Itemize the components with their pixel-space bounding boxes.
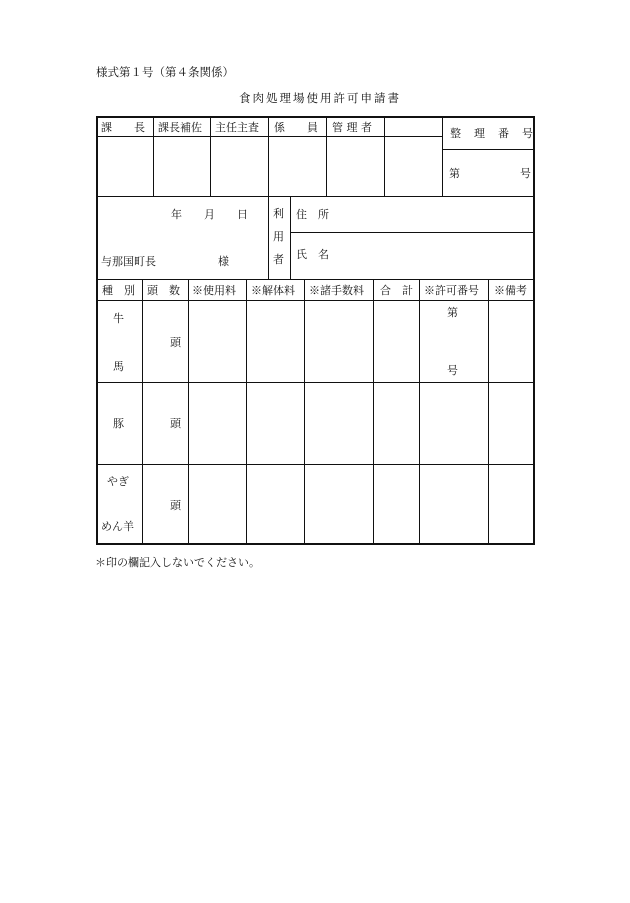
reference-dai: 第 [449,167,460,180]
form-outer-border [96,116,535,545]
approval-col-divider [384,116,385,196]
approval-col-divider [326,116,327,196]
row-permit-go: 号 [447,364,458,377]
application-date: 年 月 日 [171,208,248,221]
table-col-divider [488,279,489,545]
address-label: 住 所 [296,208,329,221]
col-header-usage-fee: ※使用料 [192,284,236,297]
reference-divider [442,149,535,150]
row-type-bottom: めん羊 [101,520,134,533]
form-footnote: ＊印の欄記入しないでください。 [95,556,260,569]
recipient-honorific: 様 [218,255,229,268]
row-permit-dai: 第 [447,306,458,319]
table-col-divider [373,279,374,545]
row-head-unit: 頭 [170,417,181,430]
col-header-dismantling-fee: ※解体料 [251,284,295,297]
row-type-top: 豚 [113,417,124,430]
user-label-char: 利 [273,207,284,220]
form-number-label: 様式第１号（第４条関係） [96,65,234,79]
user-label-char: 用 [273,230,284,243]
col-header-permit-number: ※許可番号 [424,284,479,297]
table-header-divider [96,300,535,301]
row-head-unit: 頭 [170,499,181,512]
table-col-divider [246,279,247,545]
approval-header-cell: 課長補佐 [158,121,202,134]
row-type-top: やぎ [107,475,129,488]
approval-header-cell: 係 員 [274,121,318,134]
form-title: 食肉処理場使用許可申請書 [239,91,401,105]
col-header-total: 合 計 [380,284,413,297]
applicant-divider [268,196,269,279]
row-type-bottom: 馬 [113,360,124,373]
row-head-unit: 頭 [170,336,181,349]
applicant-divider [290,196,291,279]
approval-header-cell: 主任主査 [215,121,259,134]
table-col-divider [188,279,189,545]
table-row-divider [96,382,535,383]
approval-header-divider [96,136,443,137]
col-header-type: 種 別 [102,284,135,297]
applicant-section-bottom [96,279,535,280]
approval-col-divider [442,116,443,196]
row-type-top: 牛 [113,312,124,325]
address-name-divider [290,232,535,233]
user-label-char: 者 [273,253,284,266]
approval-col-divider [268,116,269,196]
col-header-remarks: ※備考 [494,284,527,297]
table-col-divider [419,279,420,545]
approval-col-divider [153,116,154,196]
reference-go: 号 [520,167,531,180]
approval-col-divider [210,116,211,196]
table-col-divider [304,279,305,545]
table-col-divider [142,279,143,545]
table-row-divider [96,464,535,465]
approval-header-cell: 課 長 [101,121,145,134]
col-header-count: 頭 数 [147,284,180,297]
approval-section-bottom [96,196,535,197]
name-label: 氏 名 [296,248,329,261]
recipient-name: 与那国町長 [101,255,156,268]
approval-header-cell: 管 理 者 [332,121,372,134]
col-header-misc-fee: ※諸手数料 [309,284,364,297]
reference-number-label: 整 理 番 号 [450,127,534,140]
